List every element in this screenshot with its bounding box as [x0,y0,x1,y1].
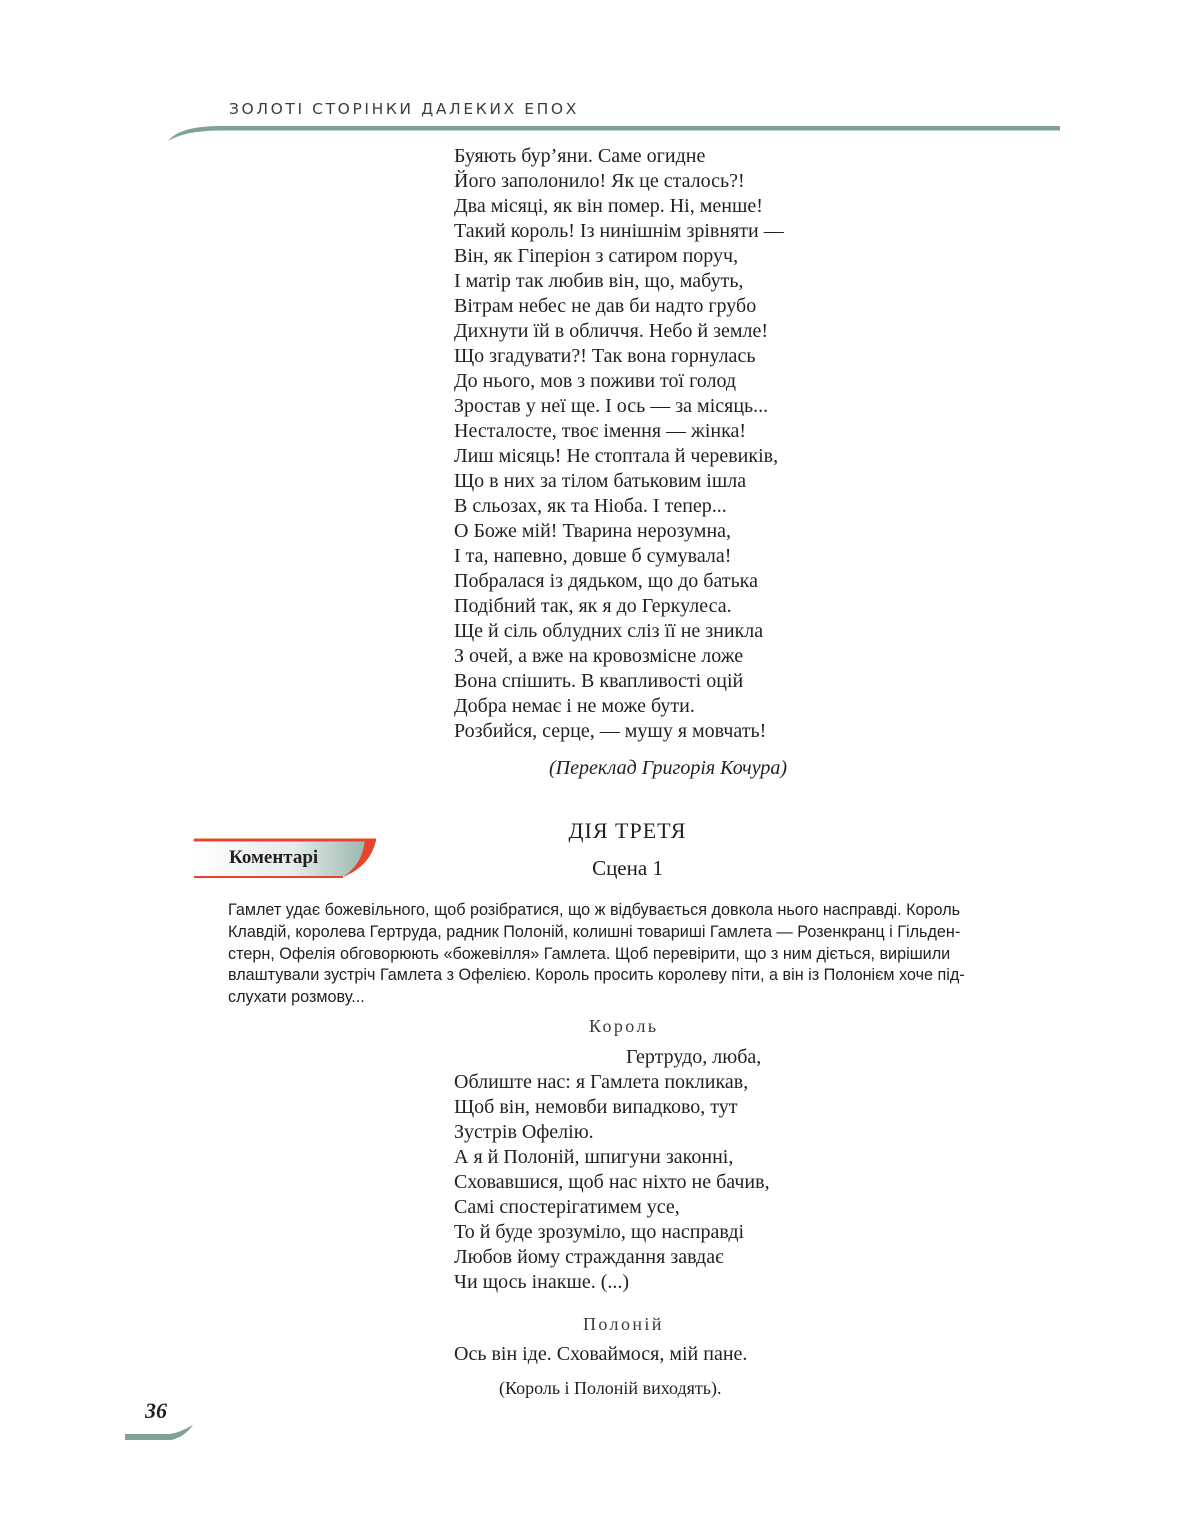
verse-line: Вітрам небес не дав би надто грубо [454,295,757,317]
commentary-line: слухати розмову... [228,988,365,1007]
verse-line: Зростав у неї ще. І ось — за місяць... [454,395,769,417]
verse-line: Буяють бур’яни. Саме огидне [454,145,706,167]
verse-line: А я й Полоній, шпигуни законні, [454,1146,734,1168]
verse-line: Дихнути їй в обличчя. Небо й земле! [454,320,769,342]
verse-line: Вона спішить. В квапливості оцій [454,670,744,692]
verse-line: Він, як Гіперіон з сатиром поруч, [454,245,739,267]
soliloquy-verse [454,144,784,744]
verse-line: Зустрів Офелію. [454,1121,594,1143]
verse-line: Лиш місяць! Не стоптала й черевиків, [454,445,779,467]
commentary-line: Клавдій, королева Гертруда, радник Полоній, колишні товариші Гамлета — Розенкранц і Гільден- [228,922,961,941]
verse-line: Подібний так, як я до Геркулеса. [454,595,732,617]
commentary-text [228,900,1068,1009]
footer-swoosh [125,1424,197,1446]
verse-line: Любов йому страждання завдає [454,1246,724,1268]
commentary-tab [193,838,378,880]
commentary-line: стерн, Офелія обговорюють «божевілля» Гамлета. Щоб перевірити, що з ним діється, вирішили [228,944,951,963]
verse-line: Розбийся, серце, — мушу я мовчать! [454,720,767,742]
verse-line: Добра немає і не може бути. [454,695,695,717]
page-number: 36 [145,1398,167,1423]
verse-line: Щоб він, немовби випадково, тут [454,1096,738,1118]
verse-line: В сльозах, як та Ніоба. І тепер... [454,495,727,517]
verse-line: Такий король! Із нинішнім зрівняти — [454,220,784,242]
verse-line: Що в них за тілом батьковим ішла [454,470,747,492]
verse-line: Чи щось інакше. (...) [454,1271,630,1293]
verse-line: Його заполонило! Як це сталось?! [454,170,745,192]
act-title: ДІЯ ТРЕТЯ [568,818,687,843]
verse-line: І матір так любив він, що, мабуть, [454,270,744,292]
king-first-line: Гертрудо, люба, [626,1046,762,1068]
commentary-label: Коментарі [229,847,319,868]
commentary-line: Гамлет удає божевільного, щоб розібратися, що ж відбувається довкола нього насправді. Король [228,901,961,919]
verse-line: Два місяці, як він помер. Ні, менше! [454,195,763,217]
verse-line: Ще й сіль облудних сліз її не зникла [454,620,764,642]
verse-line: Несталосте, твоє імення — жінка! [454,420,747,442]
king-verse [454,1070,770,1295]
speaker-polonius: Полоній [583,1314,664,1334]
verse-line: То й буде зрозуміло, що насправді [454,1221,745,1243]
verse-line: Що згадувати?! Так вона горнулась [454,345,756,367]
verse-line: Побралася із дядьком, що до батька [454,570,758,592]
verse-line: Облиште нас: я Гамлета покликав, [454,1071,749,1093]
stage-direction: (Король і Полоній виходять). [499,1378,722,1398]
verse-line: О Боже мій! Тварина нерозумна, [454,520,732,542]
verse-line: Самі спостерігатимем усе, [454,1196,680,1218]
speaker-king: Король [589,1016,659,1036]
polonius-line: Ось він іде. Сховаймося, мій пане. [454,1343,748,1365]
verse-line: І та, напевно, довше б сумувала! [454,545,732,567]
scene-title: Сцена 1 [592,856,663,880]
header-rule [0,0,1190,150]
translation-credit: (Переклад Григорія Кочура) [549,757,787,779]
running-head: ЗОЛОТІ СТОРІНКИ ДАЛЕКИХ ЕПОХ [229,100,579,118]
verse-line: Сховавшися, щоб нас ніхто не бачив, [454,1171,770,1193]
verse-line: До нього, мов з поживи тої голод [454,370,737,392]
verse-line: З очей, а вже на кровозмісне ложе [454,645,744,667]
commentary-line: влаштували зустріч Гамлета з Офелією. Король просить королеву піти, а він із Полонієм хоче під- [228,966,965,985]
